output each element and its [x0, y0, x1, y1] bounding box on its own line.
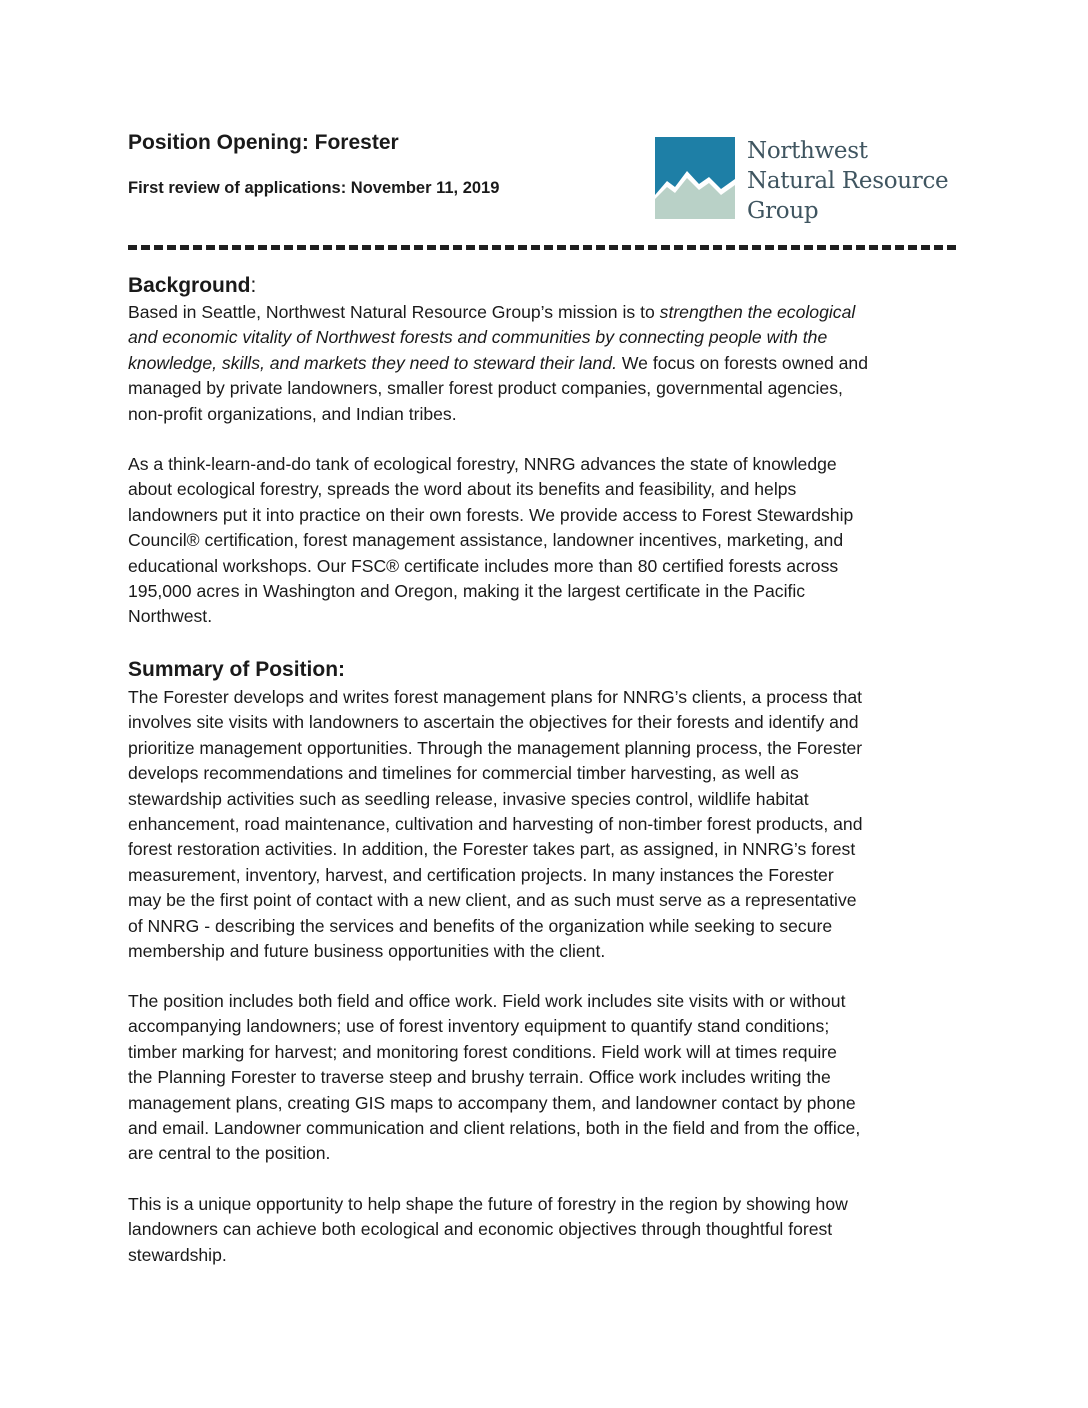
mission-italic: knowledge, skills, and markets they need to steward their land.: [128, 352, 617, 373]
paragraph-line: [128, 402, 968, 427]
background-paragraph-2: [128, 452, 968, 630]
background-heading-colon: :: [250, 274, 257, 297]
text-run: Based in Seattle, Northwest Natural Resource Group’s mission is to: [128, 302, 660, 322]
mission-italic: and economic vitality of Northwest forests and communities by connecting people with the: [128, 327, 828, 348]
paragraph-line: As a think-learn-and-do tank of ecological forestry, NNRG advances the state of knowledge: [128, 454, 837, 474]
paragraph-line: [128, 325, 968, 350]
logo-line-1: Northwest: [747, 138, 868, 164]
position-title: Position Opening: Forester: [128, 131, 399, 154]
paragraph-line: The Forester develops and writes forest management plans for NNRG’s clients, a process that: [128, 687, 863, 707]
paragraph-line: [128, 376, 968, 401]
summary-paragraph-1: [128, 685, 968, 964]
paragraph-line: timber marking for harvest; and monitoring forest conditions. Field work will at times require: [128, 1041, 837, 1062]
summary-paragraph-3: [128, 1192, 968, 1268]
paragraph-line: forest restoration activities. In addition, the Forester takes part, as assigned, in NNRG’s forest: [128, 839, 856, 860]
background-heading: [128, 274, 256, 298]
summary-paragraph-2: [128, 989, 968, 1167]
paragraph-line: landowners can achieve both ecological and economic objectives through thoughtful forest: [128, 1219, 833, 1240]
paragraph-line: develops recommendations and timelines for commercial timber harvesting, as well as: [128, 763, 799, 784]
paragraph-line: educational workshops. Our FSC® certificate includes more than 80 certified forests across: [128, 555, 839, 576]
logo-line-2: Natural Resource: [747, 168, 949, 194]
paragraph-line: [128, 300, 968, 325]
paragraph-line: prioritize management opportunities. Through the management planning process, the Forester: [128, 737, 863, 758]
mountain-logo-icon: [655, 137, 735, 219]
paragraph-line: may be the first point of contact with a new client, and as such must serve as a representative: [128, 890, 857, 911]
paragraph-line: the Planning Forester to traverse steep and brushy terrain. Office work includes writing the: [128, 1067, 831, 1088]
paragraph-line: measurement, inventory, harvest, and certification projects. In many instances the Forester: [128, 864, 834, 885]
paragraph-line: 195,000 acres in Washington and Oregon, making it the largest certificate in the Pacific: [128, 581, 806, 602]
paragraph-line: about ecological forestry, spreads the word about its benefits and feasibility, and helps: [128, 479, 797, 500]
background-heading-text: Background: [128, 274, 251, 297]
paragraph-line: and email. Landowner communication and client relations, both in the field and from the office,: [128, 1118, 861, 1139]
paragraph-line: The position includes both field and office work. Field work includes site visits with or without: [128, 991, 846, 1011]
review-date: First review of applications: November 11, 2019: [128, 179, 500, 197]
background-paragraph-1: [128, 300, 968, 427]
paragraph-line: of NNRG - describing the services and benefits of the organization while seeking to secure: [128, 915, 833, 936]
text-run: We focus on forests owned and: [616, 352, 869, 373]
paragraph-line: Council® certification, forest management assistance, landowner incentives, marketing, and: [128, 530, 844, 551]
paragraph-line: Northwest.: [128, 606, 213, 627]
organization-logo: [655, 137, 955, 224]
paragraph-line: membership and future business opportunities with the client.: [128, 941, 606, 962]
paragraph-line: stewardship.: [128, 1244, 227, 1265]
paragraph-line: landowners put it into practice on their own forests. We provide access to Forest Stewardship: [128, 504, 854, 525]
paragraph-line: involves site visits with landowners to ascertain the objectives for their forests and identify and: [128, 712, 859, 733]
paragraph-line: accompanying landowners; use of forest inventory equipment to quantify stand conditions;: [128, 1016, 830, 1037]
text-run: non-profit organizations, and Indian tribes.: [128, 403, 457, 424]
paragraph-line: management plans, creating GIS maps to accompany them, and landowner contact by phone: [128, 1092, 856, 1113]
text-run: managed by private landowners, smaller forest product companies, governmental agencies,: [128, 378, 843, 399]
paragraph-line: stewardship activities such as seedling release, invasive species control, wildlife habitat: [128, 788, 809, 809]
logo-line-3: Group: [747, 198, 819, 224]
paragraph-line: [128, 351, 968, 376]
logo-wordmark: [747, 136, 948, 226]
summary-heading: Summary of Position:: [128, 658, 346, 681]
paragraph-line: are central to the position.: [128, 1143, 331, 1164]
paragraph-line: This is a unique opportunity to help shape the future of forestry in the region by showing how: [128, 1194, 848, 1214]
paragraph-line: enhancement, road maintenance, cultivation and harvesting of non-timber forest products, and: [128, 814, 863, 835]
mission-italic: strengthen the ecological: [659, 302, 856, 322]
dashed-divider: [128, 245, 960, 250]
